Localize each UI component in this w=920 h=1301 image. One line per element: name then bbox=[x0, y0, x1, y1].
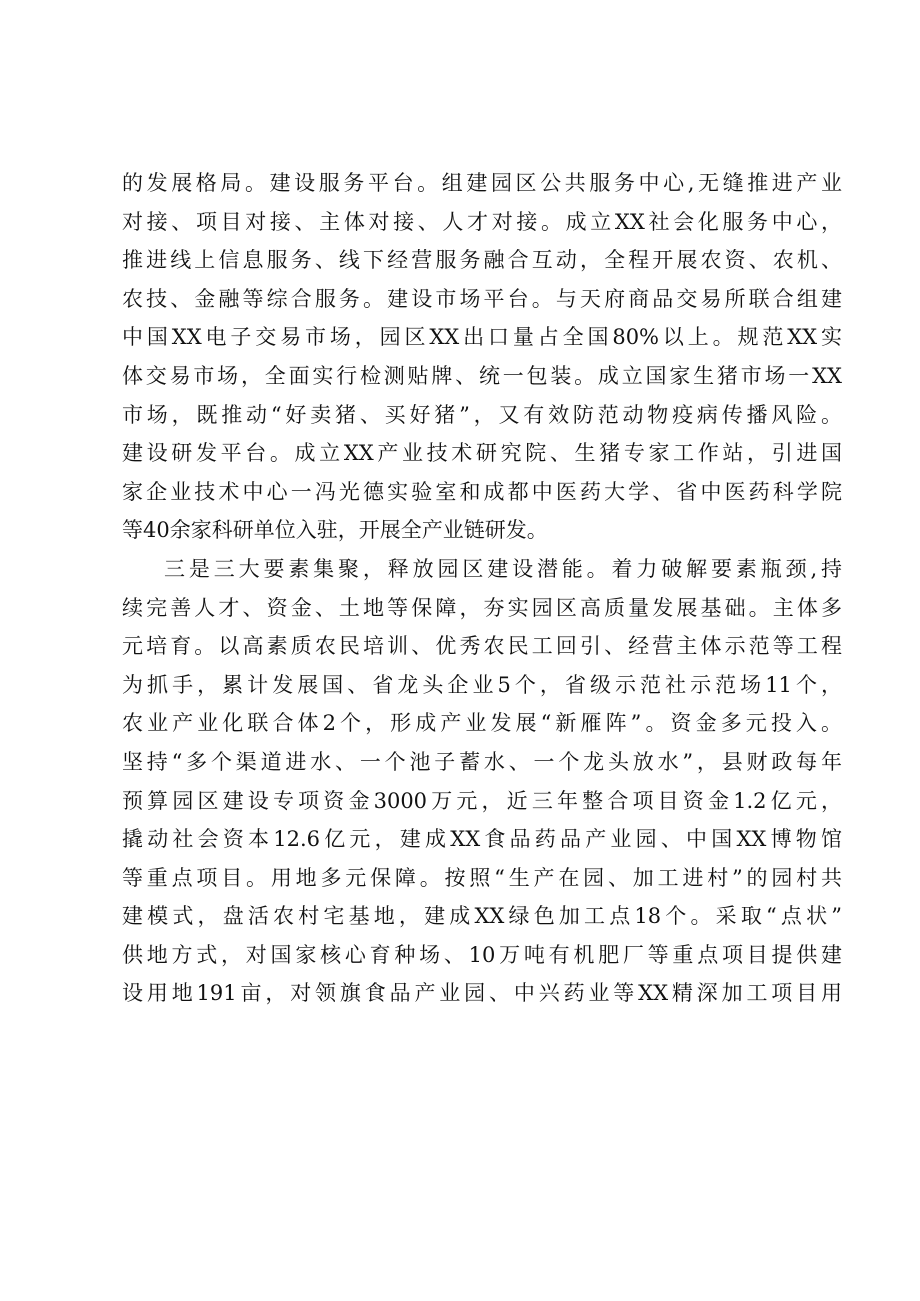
text-line: 为抓手，累计发展国、省龙头企业5个，省级示范社示范场11个， bbox=[122, 672, 842, 697]
text-line: 推进线上信息服务、线下经营服务融合互动，全程开展农资、农机、 bbox=[122, 248, 842, 273]
text-line: 建设研发平台。成立XX产业技术研究院、生猪专家工作站，引进国 bbox=[122, 441, 842, 466]
text-line: 农业产业化联合体2个，形成产业发展“新雁阵”。资金多元投入。 bbox=[122, 711, 842, 736]
text-line: 撬动社会资本12.6亿元，建成XX食品药品产业园、中国XX博物馆 bbox=[122, 827, 842, 852]
paragraph-start-line: 三是三大要素集聚，释放园区建设潜能。着力破解要素瓶颈,持 bbox=[164, 556, 842, 581]
text-line: 续完善人才、资金、土地等保障，夯实园区高质量发展基础。主体多 bbox=[122, 595, 842, 620]
paragraph-end-line: 等40余家科研单位入驻，开展全产业链研发。 bbox=[122, 518, 548, 543]
text-line: 坚持“多个渠道进水、一个池子蓄水、一个龙头放水”，县财政每年 bbox=[122, 749, 842, 774]
text-line: 预算园区建设专项资金3000万元，近三年整合项目资金1.2亿元， bbox=[122, 788, 842, 813]
text-line: 元培育。以高素质农民培训、优秀农民工回引、经营主体示范等工程 bbox=[122, 634, 842, 659]
text-line: 的发展格局。建设服务平台。组建园区公共服务中心,无缝推进产业 bbox=[122, 171, 842, 195]
text-line: 中国XX电子交易市场，园区XX出口量占全国80%以上。规范XX实 bbox=[122, 325, 842, 350]
text-line: 供地方式，对国家核心育种场、10万吨有机肥厂等重点项目提供建 bbox=[122, 942, 842, 967]
text-line: 设用地191亩，对领旗食品产业园、中兴药业等XX精深加工项目用 bbox=[122, 981, 842, 1006]
text-line: 家企业技术中心一冯光德实验室和成都中医药大学、省中医药科学院 bbox=[122, 479, 842, 504]
text-line: 建模式，盘活农村宅基地，建成XX绿色加工点18个。采取“点状” bbox=[122, 904, 842, 929]
text-line: 体交易市场，全面实行检测贴牌、统一包装。成立国家生猪市场一XX bbox=[122, 363, 842, 388]
body-text bbox=[122, 164, 842, 1013]
text-line: 对接、项目对接、主体对接、人才对接。成立XX社会化服务中心， bbox=[122, 209, 842, 234]
text-line: 农技、金融等综合服务。建设市场平台。与天府商品交易所联合组建 bbox=[122, 286, 842, 311]
text-line: 市场，既推动“好卖猪、买好猪”，又有效防范动物疫病传播风险。 bbox=[122, 402, 842, 427]
text-line: 等重点项目。用地多元保障。按照“生产在园、加工进村”的园村共 bbox=[122, 865, 842, 890]
